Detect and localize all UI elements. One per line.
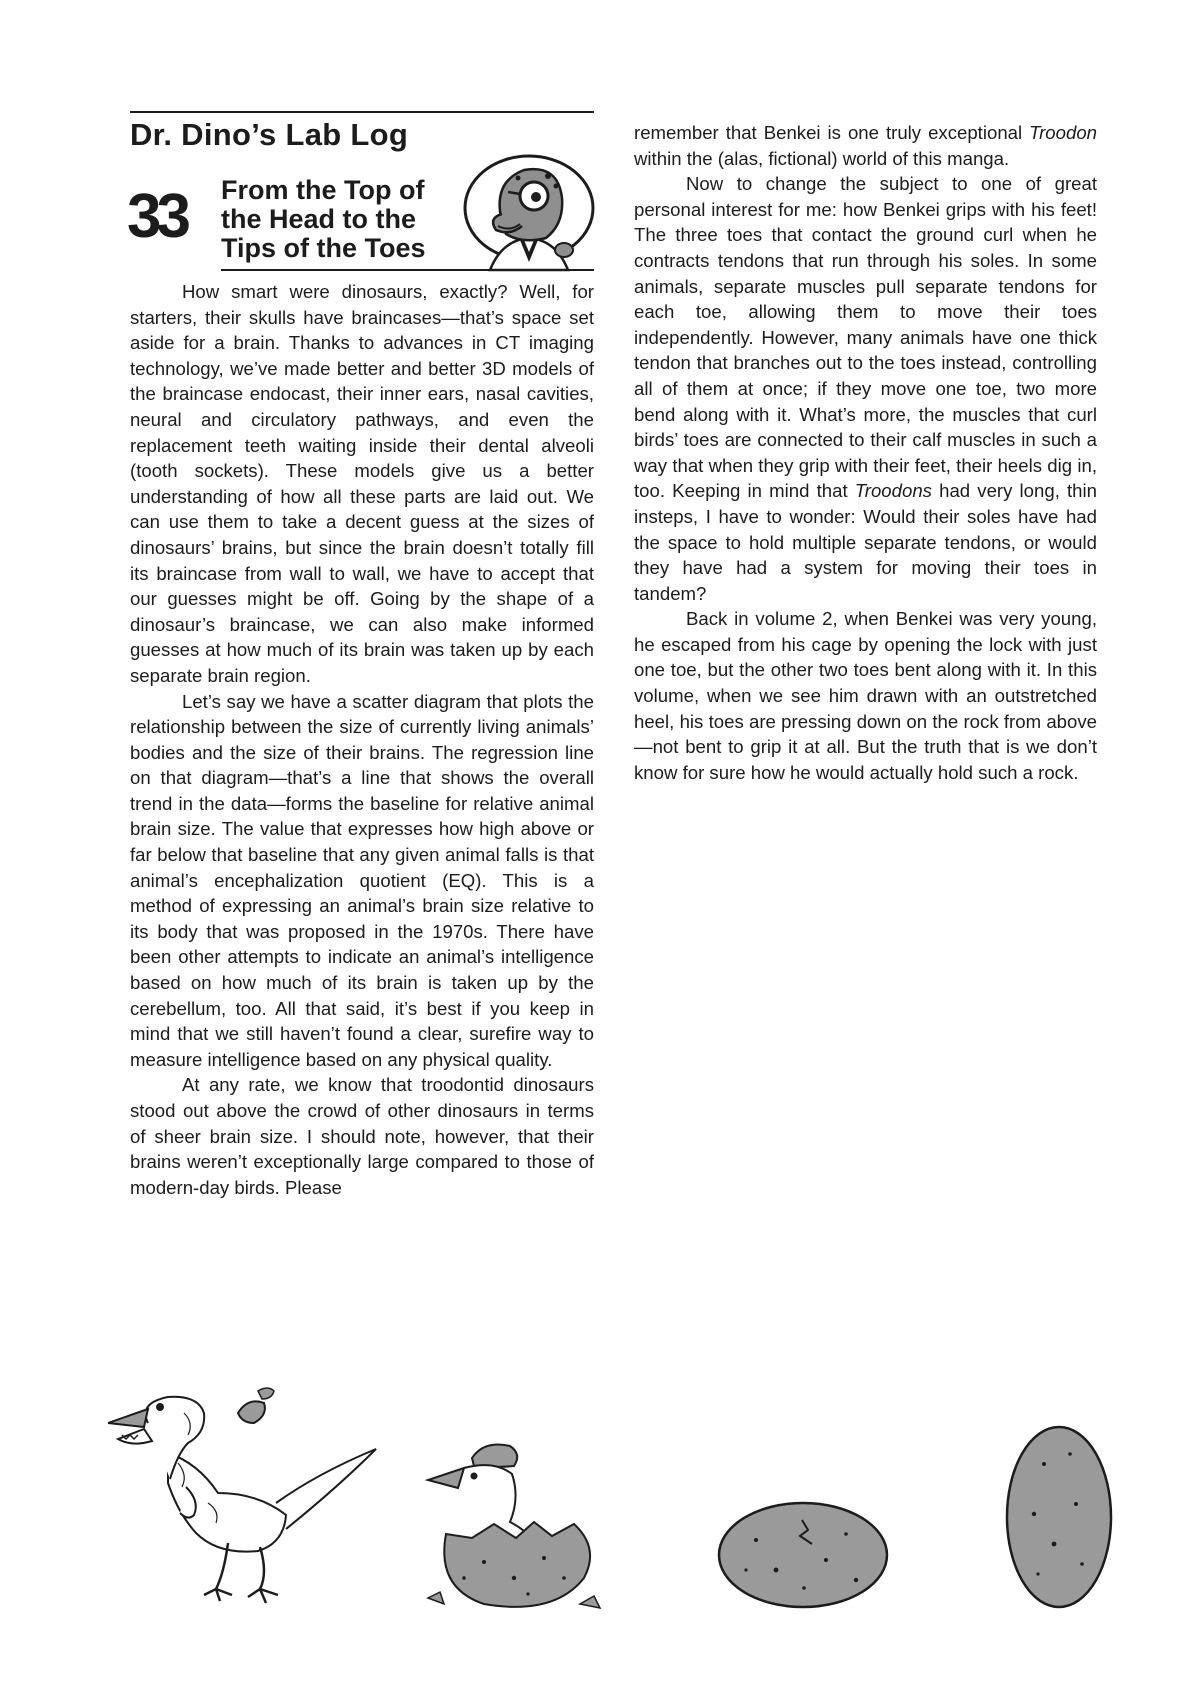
chapter-title xyxy=(221,176,461,263)
right-column xyxy=(634,120,1097,785)
right-paragraph-1 xyxy=(634,120,1097,171)
right-paragraph-1-italic: Troodon xyxy=(1029,122,1097,143)
left-column xyxy=(130,279,594,1200)
upright-egg-illustration xyxy=(1004,1424,1114,1610)
chapter-title-line-3: Tips of the Toes xyxy=(221,233,426,263)
left-paragraph-3: At any rate, we know that troodontid dinosaurs stood out above the crowd of other dinosaurs in terms of sheer brain size. I should note, however, that their brains weren’t exceptionally large compared to those of modern-day birds. Please xyxy=(130,1074,594,1198)
left-paragraph-1: How smart were dinosaurs, exactly? Well, for starters, their skulls have braincases—that’s space set aside for a brain. Thanks to advances in CT imaging technology, we’ve made better and better 3D models of the braincase endocast, their inner ears, nasal cavities, neural and circulatory pathways, and even the replacement teeth waiting inside their dental alveoli (tooth sockets). These models give us a better understanding of how all these parts are laid out. We can use them to take a decent guess at the sizes of dinosaurs’ brains, but since the brain doesn’t totally fill its braincase from wall to wall, we have to accept that our guesses might be off. Going by the shape of a dinosaur’s braincase, we can also make informed guesses at how much of its brain was taken up by each separate brain region. xyxy=(130,281,594,686)
right-paragraph-2-text-b: had very long, thin insteps, I have to wonder: Would their soles have had the space to hold multiple separate tendons, or would they have had a system for moving their toes in tandem? xyxy=(634,480,1097,604)
chapter-title-line-2: the Head to the xyxy=(221,204,417,234)
right-paragraph-2 xyxy=(634,171,1097,606)
right-paragraph-3: Back in volume 2, when Benkei was very young, he escaped from his cage by opening the lock with just one toe, but the other two toes bent along with it. In this volume, when we see him drawn with an outstretched heel, his toes are pressing down on the rock from above—not bent to grip it at all. But the truth that is we don’t know for sure how he would actually hold such a rock. xyxy=(634,608,1097,783)
left-paragraph-2: Let’s say we have a scatter diagram that plots the relationship between the size of currently living animals’ bodies and the size of their brains. The regression line on that diagram—that’s a line that shows the overall trend in the data—forms the baseline for relative animal brain size. The value that expresses how high above or far below that baseline that any given animal falls is that animal’s encephalization quotient (EQ). This is a method of expressing an animal’s brain size relative to its body that was proposed in the 1970s. There have been other attempts to indicate an animal’s intelligence based on how much of its brain is taken up by the cerebellum, too. All that said, it’s best if you keep in mind that we still haven’t found a clear, surefire way to measure intelligence based on any physical quality. xyxy=(130,690,594,1070)
right-paragraph-2-text-a: Now to change the subject to one of great personal interest for me: how Benkei grips with his feet! The three toes that contact the ground curl when he contracts tendons that run through his soles. In some animals, separate muscles pull separate tendons for each toe, allowing them to move their toes independently. However, many animals have one thick tendon that branches out to the toes instead, controlling all of them at once; if they move one toe, two more bend along with it. What’s more, the muscles that curl birds’ toes are connected to their calf muscles in such a way that when they grip with their feet, their heels dig in, too. Keeping in mind that xyxy=(634,173,1097,502)
chapter-title-line-1: From the Top of xyxy=(221,175,425,205)
chapter-number: 33 xyxy=(127,182,186,251)
dinosaur-doctor-mascot-icon xyxy=(462,152,596,272)
right-paragraph-2-italic: Troodons xyxy=(854,480,932,502)
young-troodon-illustration xyxy=(108,1383,380,1611)
page-title: Dr. Dino’s Lab Log xyxy=(130,117,409,152)
cracked-egg-illustration xyxy=(716,1500,890,1610)
hatching-troodon-illustration xyxy=(424,1438,616,1610)
right-paragraph-1-text-a: remember that Benkei is one truly exceptional xyxy=(634,122,1030,143)
header-top-rule xyxy=(130,111,594,113)
right-paragraph-1-text-b: within the (alas, fictional) world of this manga. xyxy=(634,147,1010,169)
